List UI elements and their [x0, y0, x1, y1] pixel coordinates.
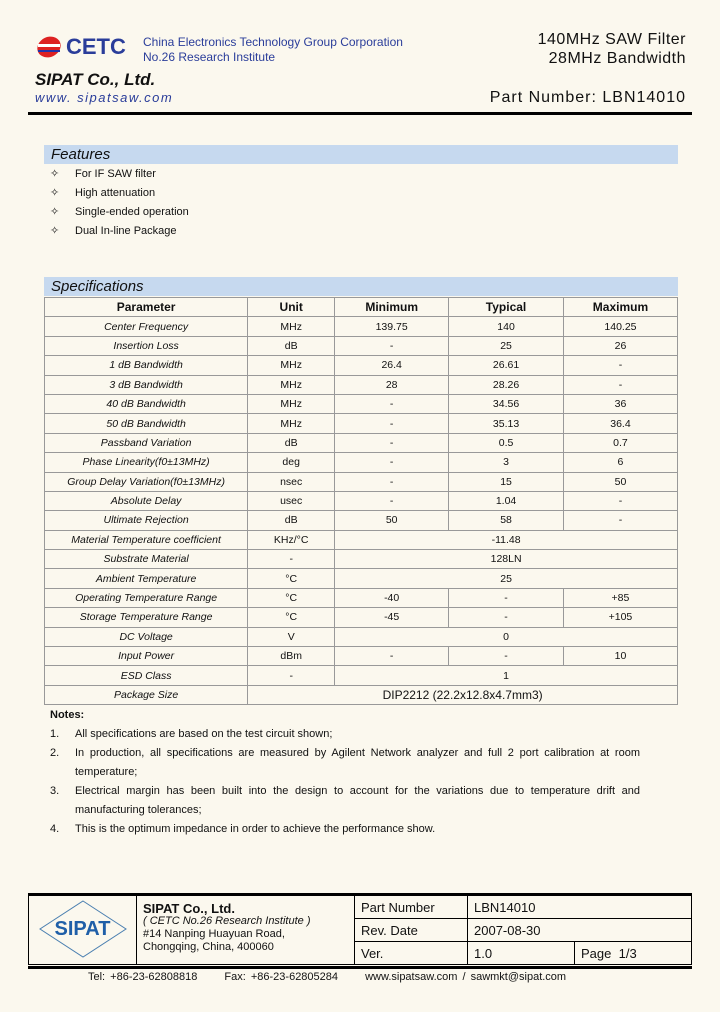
header-divider [28, 112, 692, 115]
table-cell: Substrate Material [45, 550, 248, 569]
table-cell: 15 [449, 472, 564, 491]
table-cell: 25 [449, 336, 564, 355]
table-cell: 50 [335, 511, 449, 530]
table-cell: Group Delay Variation(f0±13MHz) [45, 472, 248, 491]
table-cell: - [449, 588, 564, 607]
table-cell: V [248, 627, 335, 646]
table-row [45, 627, 678, 646]
table-cell: 6 [563, 453, 677, 472]
table-cell: - [449, 608, 564, 627]
table-cell: Input Power [45, 647, 248, 666]
table-cell: MHz [248, 317, 335, 336]
feature-item [50, 224, 177, 237]
table-cell: MHz [248, 356, 335, 375]
table-row [45, 375, 678, 394]
web-email-link[interactable]: www.sipatsaw.com / sawmkt@sipat.com [365, 971, 567, 983]
table-cell: 140.25 [563, 317, 677, 336]
table-cell: 3 dB Bandwidth [45, 375, 248, 394]
table-cell: - [563, 511, 677, 530]
column-header: Minimum [335, 298, 449, 317]
notes [50, 706, 640, 839]
table-cell: °C [248, 569, 335, 588]
feature-item [50, 167, 156, 180]
table-row [45, 530, 678, 549]
table-cell: Ultimate Rejection [45, 511, 248, 530]
table-cell: dB [248, 511, 335, 530]
table-cell: 35.13 [449, 414, 564, 433]
footer-divider [28, 966, 692, 969]
bullet-icon: ✧ [50, 206, 60, 218]
table-cell: 25 [335, 569, 678, 588]
table-cell: ESD Class [45, 666, 248, 685]
table-cell: +105 [563, 608, 677, 627]
note-item: 4. This is the optimum impedance in order to achieve the performance show. [50, 823, 436, 835]
table-row [45, 472, 678, 491]
table-cell: Phase Linearity(f0±13MHz) [45, 453, 248, 472]
company-name: SIPAT Co., Ltd. [35, 70, 156, 89]
table-cell: Passband Variation [45, 433, 248, 452]
table-row [45, 453, 678, 472]
table-row [45, 666, 678, 685]
feature-item [50, 205, 189, 218]
table-cell: 28 [335, 375, 449, 394]
column-header: Typical [449, 298, 564, 317]
column-header: Parameter [45, 298, 248, 317]
table-cell: - [563, 491, 677, 510]
fax: Fax: +86-23-62805284 [224, 971, 339, 983]
table-cell: 1 [335, 666, 678, 685]
feature-text: For IF SAW filter [75, 168, 156, 180]
table-row [45, 511, 678, 530]
table-cell: usec [248, 491, 335, 510]
table-cell: 50 [563, 472, 677, 491]
table-cell: DIP2212 (22.2x12.8x4.7mm3) [248, 685, 678, 704]
table-cell: - [335, 414, 449, 433]
table-cell: dB [248, 433, 335, 452]
note-item: 2. In production, all specifications are measured by Agilent Network analyzer and full 2 port calibration at room temperature; [50, 747, 640, 778]
table-cell: 140 [449, 317, 564, 336]
website-link[interactable]: www. sipatsaw.com [35, 90, 174, 105]
table-cell: - [563, 356, 677, 375]
footer-table [28, 895, 692, 965]
table-cell: nsec [248, 472, 335, 491]
table-cell: Package Size [45, 685, 248, 704]
table-cell: - [248, 550, 335, 569]
table-row [45, 394, 678, 413]
table-row [45, 569, 678, 588]
table-cell: 40 dB Bandwidth [45, 394, 248, 413]
table-cell: 58 [449, 511, 564, 530]
table-cell: Ambient Temperature [45, 569, 248, 588]
rev-date-label: Rev. Date [355, 919, 468, 942]
table-cell: - [335, 491, 449, 510]
table-cell: - [449, 647, 564, 666]
notes-title: Notes: [50, 709, 85, 721]
table-cell: deg [248, 453, 335, 472]
table-row [45, 317, 678, 336]
table-cell: Absolute Delay [45, 491, 248, 510]
table-cell: 1.04 [449, 491, 564, 510]
table-row [45, 433, 678, 452]
bullet-icon: ✧ [50, 168, 60, 180]
table-cell: -40 [335, 588, 449, 607]
table-cell: 34.56 [449, 394, 564, 413]
table-cell: - [335, 433, 449, 452]
bullet-icon: ✧ [50, 187, 60, 199]
table-cell: Insertion Loss [45, 336, 248, 355]
table-cell: - [335, 647, 449, 666]
table-cell: °C [248, 608, 335, 627]
table-cell: 26 [563, 336, 677, 355]
feature-text: High attenuation [75, 187, 156, 199]
table-cell: 0.5 [449, 433, 564, 452]
table-cell: KHz/°C [248, 530, 335, 549]
product-title: 140MHz SAW Filter 28MHz Bandwidth [537, 31, 686, 67]
table-cell: -11.48 [335, 530, 678, 549]
table-row [45, 685, 678, 704]
table-row [45, 608, 678, 627]
table-cell: Material Temperature coefficient [45, 530, 248, 549]
table-cell: 36.4 [563, 414, 677, 433]
version-value: 1.0 [468, 942, 575, 965]
table-cell: dBm [248, 647, 335, 666]
table-cell: dB [248, 336, 335, 355]
rev-date-value: 2007-08-30 [468, 919, 692, 942]
table-row [45, 647, 678, 666]
table-cell: 26.61 [449, 356, 564, 375]
table-cell: -45 [335, 608, 449, 627]
table-cell: 139.75 [335, 317, 449, 336]
table-cell: MHz [248, 394, 335, 413]
features-heading: Features [44, 145, 678, 164]
table-cell: Operating Temperature Range [45, 588, 248, 607]
table-cell: - [335, 472, 449, 491]
part-number-label: Part Number [355, 896, 468, 919]
table-row [45, 414, 678, 433]
phone: Tel: +86-23-62808818 [88, 971, 198, 983]
table-cell: MHz [248, 414, 335, 433]
specifications-heading: Specifications [44, 277, 678, 296]
column-header: Unit [248, 298, 335, 317]
column-header: Maximum [563, 298, 677, 317]
table-cell: 3 [449, 453, 564, 472]
table-cell: 0.7 [563, 433, 677, 452]
note-item: 3. Electrical margin has been built into the design to account for the variations due to temperature drift and manufacturing tolerances; [50, 785, 640, 816]
table-cell: °C [248, 588, 335, 607]
table-cell: 0 [335, 627, 678, 646]
table-row [45, 336, 678, 355]
table-cell: - [335, 336, 449, 355]
table-cell: 50 dB Bandwidth [45, 414, 248, 433]
table-cell: 36 [563, 394, 677, 413]
feature-item [50, 186, 155, 199]
table-cell: 10 [563, 647, 677, 666]
specifications-table [44, 297, 678, 705]
table-cell: Storage Temperature Range [45, 608, 248, 627]
table-row [45, 356, 678, 375]
table-row [45, 588, 678, 607]
table-cell: MHz [248, 375, 335, 394]
table-row [45, 550, 678, 569]
page-number: Page 1/3 [575, 942, 692, 965]
table-cell: Center Frequency [45, 317, 248, 336]
table-cell: 26.4 [335, 356, 449, 375]
contact-line [88, 971, 588, 983]
bullet-icon: ✧ [50, 225, 60, 237]
part-number: Part Number: LBN14010 [489, 89, 686, 106]
table-cell: +85 [563, 588, 677, 607]
table-row [45, 491, 678, 510]
table-cell: 28.26 [449, 375, 564, 394]
table-cell: - [335, 453, 449, 472]
feature-text: Dual In-line Package [75, 225, 177, 237]
table-cell: 128LN [335, 550, 678, 569]
version-label: Ver. [355, 942, 468, 965]
note-item: 1. All specifications are based on the test circuit shown; [50, 728, 333, 740]
feature-text: Single-ended operation [75, 206, 189, 218]
table-cell: - [248, 666, 335, 685]
table-cell: 1 dB Bandwidth [45, 356, 248, 375]
table-cell: DC Voltage [45, 627, 248, 646]
footer-company-info: SIPAT Co., Ltd. ( CETC No.26 Research Institute ) #14 Nanping Huayuan Road, Chongqing, China, 400060 [137, 896, 355, 965]
table-cell: - [335, 394, 449, 413]
org-name: China Electronics Technology Group Corporation No.26 Research Institute [143, 35, 403, 64]
part-number-value: LBN14010 [468, 896, 692, 919]
table-cell: - [563, 375, 677, 394]
cetc-logo: CETC [36, 34, 128, 60]
sipat-logo: SIPAT [29, 896, 137, 965]
